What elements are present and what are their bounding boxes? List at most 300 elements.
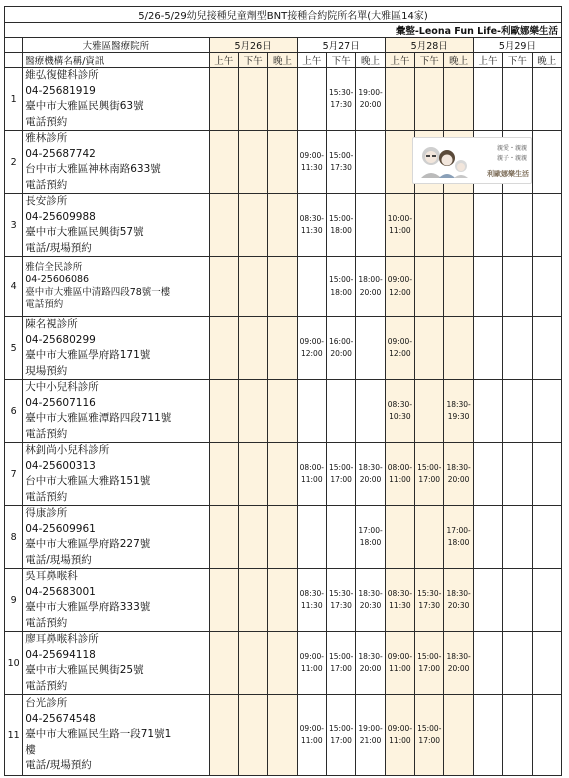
time-slot-cell <box>209 569 238 632</box>
clinic-info-line: 雅信全民診所 <box>25 261 83 273</box>
time-slot-text: 17:00 <box>418 475 441 484</box>
time-slot-cell <box>444 194 473 257</box>
clinic-info-line: 04-25681919 <box>25 84 96 97</box>
clinic-info-line: 陳名視診所 <box>25 318 78 330</box>
time-slot-cell <box>444 569 473 632</box>
time-slot-text: 18:30- <box>446 588 471 598</box>
time-slot-cell <box>503 257 532 317</box>
time-slot-cell <box>444 632 473 695</box>
clinic-info-line: 雅林診所 <box>25 132 68 144</box>
time-slot-cell <box>473 380 502 443</box>
time-slot-cell <box>473 443 502 506</box>
clinic-info-line: 04-25607116 <box>25 396 96 409</box>
time-slot-text: 09:00- <box>387 723 413 733</box>
clinic-row <box>5 317 562 380</box>
clinic-row <box>5 68 562 131</box>
clinic-info <box>23 68 209 131</box>
time-slot-cell <box>532 695 562 776</box>
credit-row <box>5 23 562 38</box>
time-slot-text: 11:30 <box>300 226 323 235</box>
time-slot-text: 11:30 <box>300 163 323 172</box>
time-slot-cell <box>297 131 326 194</box>
time-slot-text: 19:30 <box>447 412 470 421</box>
clinic-info-line: 臺中市大雅區雅潭路四段711號 <box>25 412 172 424</box>
time-slot-cell <box>297 194 326 257</box>
time-slot-cell <box>444 380 473 443</box>
time-slot-cell <box>268 194 297 257</box>
clinic-info-line: 電話預約 <box>25 427 68 440</box>
clinic-info-line: 台中市大雅區大雅路151號 <box>25 475 151 487</box>
clinic-row <box>5 632 562 695</box>
time-slot-cell <box>415 380 444 443</box>
clinic-info <box>23 194 209 257</box>
clinic-info-line: 臺中市大雅區學府路171號 <box>25 349 151 361</box>
time-slot-cell <box>326 131 355 194</box>
time-slot-cell <box>356 257 385 317</box>
clinic-info-line: 大中小兒科診所 <box>25 381 99 393</box>
time-slot-cell <box>444 317 473 380</box>
time-slot-cell <box>356 695 385 776</box>
time-slot-text: 12:00 <box>389 287 411 297</box>
time-slot-cell <box>326 569 355 632</box>
time-slot-cell <box>444 506 473 569</box>
time-slot-text: 17:30 <box>330 100 352 109</box>
clinic-info <box>23 632 209 695</box>
time-slot-text: 11:30 <box>300 601 323 610</box>
time-slot-text: 08:30- <box>387 399 413 409</box>
time-slot-cell <box>297 632 326 695</box>
time-slot-cell <box>238 695 267 776</box>
time-slot-cell <box>297 380 326 443</box>
row-number: 1 <box>5 68 23 131</box>
time-slot-cell <box>473 632 502 695</box>
time-slot-text: 18:00 <box>447 538 470 547</box>
time-slot-text: 18:00 <box>330 287 352 297</box>
time-slot-cell <box>532 443 562 506</box>
time-slot-cell <box>356 380 385 443</box>
time-slot-text: 18:30- <box>446 399 471 409</box>
time-slot-text: 15:00- <box>417 723 442 733</box>
time-slot-cell <box>326 317 355 380</box>
time-slot-text: 11:00 <box>389 736 411 745</box>
time-slot-text: 17:00 <box>418 664 441 673</box>
clinic-info <box>23 569 209 632</box>
time-slot-cell <box>415 569 444 632</box>
time-slot-cell <box>268 68 297 131</box>
row-number: 3 <box>5 194 23 257</box>
credit-text: 彙整-Leona Fun Life-利歐娜樂生活 <box>5 23 562 38</box>
slot-header: 上午 <box>209 53 238 68</box>
clinic-info-line: 04-25600313 <box>25 459 96 472</box>
time-slot-cell <box>326 695 355 776</box>
time-slot-text: 11:00 <box>389 475 411 484</box>
time-slot-cell <box>268 131 297 194</box>
time-slot-text: 11:00 <box>389 664 411 673</box>
clinic-info-line: 臺中市大雅區民興街57號 <box>25 226 144 238</box>
time-slot-cell <box>268 443 297 506</box>
clinic-info-line: 臺中市大雅區學府路227號 <box>25 538 151 550</box>
time-slot-cell <box>503 632 532 695</box>
time-slot-cell <box>326 380 355 443</box>
time-slot-cell <box>385 68 414 131</box>
time-slot-text: 17:30 <box>330 163 352 172</box>
row-number: 9 <box>5 569 23 632</box>
time-slot-text: 12:00 <box>389 349 411 358</box>
time-slot-cell <box>356 443 385 506</box>
time-slot-text: 08:00- <box>387 462 413 472</box>
time-slot-cell <box>444 695 473 776</box>
time-slot-cell <box>415 194 444 257</box>
clinic-info <box>23 695 209 776</box>
time-slot-cell <box>385 569 414 632</box>
clinic-info-line: 現場預約 <box>25 364 68 377</box>
time-slot-text: 09:00- <box>299 651 324 661</box>
clinic-row <box>5 695 562 776</box>
time-slot-cell <box>268 257 297 317</box>
time-slot-cell <box>356 131 385 194</box>
time-slot-cell <box>385 443 414 506</box>
sheet-title: 5/26-5/29幼兒接種兒童劑型BNT接種合約院所名單(大雅區14家) <box>5 7 562 23</box>
time-slot-cell <box>238 380 267 443</box>
time-slot-text: 10:00- <box>387 213 413 223</box>
row-number: 6 <box>5 380 23 443</box>
slot-header: 下午 <box>503 53 532 68</box>
time-slot-text: 12:00 <box>300 349 323 358</box>
row-number: 2 <box>5 131 23 194</box>
time-slot-text: 09:00- <box>299 150 324 160</box>
time-slot-cell <box>297 317 326 380</box>
clinic-info-line: 電話預約 <box>25 616 68 629</box>
clinic-info-line: 04-25609961 <box>25 522 96 535</box>
time-slot-cell <box>356 317 385 380</box>
time-slot-text: 08:30- <box>387 588 413 598</box>
clinic-row <box>5 443 562 506</box>
time-slot-text: 18:30- <box>358 588 383 598</box>
clinic-info-line: 04-25687742 <box>25 147 96 160</box>
time-slot-text: 17:30 <box>330 601 352 610</box>
time-slot-text: 15:30- <box>329 87 354 97</box>
time-slot-text: 17:00 <box>330 664 352 673</box>
time-slot-text: 17:30 <box>418 601 441 610</box>
time-slot-text: 18:00 <box>330 226 352 235</box>
slot-header: 下午 <box>326 53 355 68</box>
time-slot-cell <box>532 131 562 194</box>
time-slot-cell <box>444 68 473 131</box>
clinic-info-line: 臺中市大雅區民興街63號 <box>25 100 144 112</box>
time-slot-cell <box>209 194 238 257</box>
time-slot-text: 15:00- <box>417 462 442 472</box>
time-slot-text: 11:00 <box>389 226 411 235</box>
clinic-info-line: 04-25606086 <box>25 274 90 285</box>
overlay-caption: 親愛・親親 <box>497 145 528 152</box>
time-slot-text: 08:00- <box>299 462 324 472</box>
time-slot-cell <box>532 194 562 257</box>
time-slot-cell <box>326 68 355 131</box>
table-body <box>5 7 562 776</box>
clinic-info-line: 台光診所 <box>25 697 68 710</box>
time-slot-text: 17:00- <box>358 525 383 535</box>
time-slot-cell <box>473 194 502 257</box>
overlay-caption: 親子・親親 <box>497 155 528 162</box>
time-slot-text: 20:00 <box>359 100 382 109</box>
clinic-info <box>23 380 209 443</box>
clinic-row <box>5 380 562 443</box>
time-slot-cell <box>473 506 502 569</box>
slot-header: 晚上 <box>532 53 562 68</box>
time-slot-text: 19:00- <box>358 87 383 97</box>
time-slot-text: 11:00 <box>300 475 323 484</box>
time-slot-cell <box>356 506 385 569</box>
time-slot-cell <box>209 506 238 569</box>
time-slot-text: 18:00- <box>358 275 383 284</box>
time-slot-text: 15:00- <box>329 213 354 223</box>
time-slot-cell <box>238 68 267 131</box>
clinic-info-line: 04-25694118 <box>25 648 96 661</box>
clinic-info-line: 04-25683001 <box>25 585 96 598</box>
time-slot-cell <box>238 443 267 506</box>
time-slot-cell <box>356 68 385 131</box>
clinic-info-line: 電話/現場預約 <box>25 759 92 772</box>
time-slot-text: 18:30- <box>446 651 471 661</box>
time-slot-cell <box>532 317 562 380</box>
time-slot-text: 21:00 <box>359 736 382 745</box>
overlay-brand: 利歐娜樂生活 <box>487 170 529 178</box>
time-slot-cell <box>415 506 444 569</box>
time-slot-cell <box>385 131 414 194</box>
date-header: 5月28日 <box>385 38 473 53</box>
time-slot-text: 09:00- <box>299 723 324 733</box>
slot-header: 下午 <box>415 53 444 68</box>
time-slot-cell <box>415 317 444 380</box>
clinic-info-line: 04-25674548 <box>25 712 96 725</box>
date-header: 5月26日 <box>209 38 297 53</box>
date-header-row <box>5 38 562 53</box>
time-slot-cell <box>209 317 238 380</box>
time-slot-cell <box>326 257 355 317</box>
time-slot-cell <box>503 443 532 506</box>
time-slot-cell <box>238 317 267 380</box>
time-slot-cell <box>385 506 414 569</box>
slot-header: 上午 <box>385 53 414 68</box>
clinic-info-line: 得康診所 <box>25 507 68 519</box>
time-slot-cell <box>209 632 238 695</box>
clinic-info-line: 電話/現場預約 <box>25 553 92 566</box>
date-header: 5月29日 <box>473 38 561 53</box>
time-slot-cell <box>297 68 326 131</box>
time-slot-cell <box>385 632 414 695</box>
time-slot-cell <box>297 506 326 569</box>
time-slot-text: 15:00- <box>329 275 354 284</box>
time-slot-cell <box>503 194 532 257</box>
time-slot-cell <box>503 380 532 443</box>
time-slot-cell <box>385 257 414 317</box>
clinic-info-line: 電話預約 <box>25 178 68 191</box>
slot-header-row <box>5 53 562 68</box>
row-number: 4 <box>5 257 23 317</box>
slot-header: 上午 <box>473 53 502 68</box>
time-slot-cell <box>268 569 297 632</box>
time-slot-cell <box>385 695 414 776</box>
time-slot-cell <box>473 68 502 131</box>
clinic-info-line: 電話預約 <box>25 299 64 310</box>
time-slot-cell <box>268 380 297 443</box>
time-slot-cell <box>473 317 502 380</box>
time-slot-cell <box>415 632 444 695</box>
time-slot-text: 09:00- <box>387 651 413 661</box>
time-slot-text: 15:00- <box>329 462 354 472</box>
time-slot-cell <box>532 68 562 131</box>
time-slot-cell <box>415 695 444 776</box>
clinic-row <box>5 257 562 317</box>
time-slot-cell <box>503 68 532 131</box>
clinic-info-line: 維弘復健科診所 <box>25 69 99 81</box>
time-slot-cell <box>473 695 502 776</box>
slot-header: 下午 <box>238 53 267 68</box>
time-slot-text: 15:00- <box>417 651 442 661</box>
time-slot-cell <box>385 194 414 257</box>
time-slot-text: 18:30- <box>358 462 383 472</box>
time-slot-cell <box>268 317 297 380</box>
row-number: 10 <box>5 632 23 695</box>
time-slot-cell <box>326 632 355 695</box>
time-slot-cell <box>532 506 562 569</box>
clinic-info-line: 電話預約 <box>25 679 68 692</box>
clinic-schedule-table <box>4 6 562 776</box>
time-slot-cell <box>532 632 562 695</box>
time-slot-text: 20:00 <box>447 664 470 673</box>
time-slot-text: 09:00- <box>387 336 413 346</box>
time-slot-cell <box>238 569 267 632</box>
time-slot-cell <box>356 632 385 695</box>
time-slot-cell <box>209 68 238 131</box>
time-slot-cell <box>385 380 414 443</box>
date-header: 5月27日 <box>297 38 385 53</box>
time-slot-cell <box>444 257 473 317</box>
time-slot-cell <box>473 569 502 632</box>
time-slot-text: 19:00- <box>358 723 383 733</box>
time-slot-cell <box>297 569 326 632</box>
time-slot-text: 15:00- <box>329 723 354 733</box>
clinic-info-line: 電話預約 <box>25 115 68 128</box>
clinic-info-line: 吳耳鼻喉科 <box>25 570 78 582</box>
time-slot-text: 16:00- <box>329 336 354 346</box>
time-slot-cell <box>415 257 444 317</box>
time-slot-text: 20:30 <box>359 601 382 610</box>
clinic-info-line: 臺中市大雅區民生路一段71號1 <box>25 728 172 741</box>
time-slot-text: 17:00- <box>446 525 471 535</box>
time-slot-cell <box>503 569 532 632</box>
time-slot-text: 11:00 <box>300 736 323 745</box>
row-number: 8 <box>5 506 23 569</box>
clinic-info-line: 樓 <box>25 743 36 756</box>
time-slot-text: 20:00 <box>447 475 470 484</box>
clinic-info <box>23 506 209 569</box>
title-row <box>5 7 562 23</box>
slot-header: 晚上 <box>444 53 473 68</box>
time-slot-cell <box>209 443 238 506</box>
time-slot-cell <box>326 443 355 506</box>
time-slot-cell <box>209 257 238 317</box>
time-slot-cell <box>385 317 414 380</box>
time-slot-text: 08:30- <box>299 588 324 598</box>
time-slot-cell <box>238 131 267 194</box>
time-slot-text: 17:00 <box>330 736 352 745</box>
time-slot-text: 09:00- <box>299 336 324 346</box>
clinic-info-line: 電話/現場預約 <box>25 241 92 254</box>
blog-logo-overlay <box>412 137 532 184</box>
time-slot-text: 11:30 <box>389 601 411 610</box>
time-slot-text: 20:00 <box>359 287 382 297</box>
time-slot-cell <box>238 506 267 569</box>
clinic-info <box>23 131 209 194</box>
row-number: 7 <box>5 443 23 506</box>
time-slot-text: 15:30- <box>329 588 354 598</box>
time-slot-cell <box>297 257 326 317</box>
time-slot-text: 20:00 <box>359 475 382 484</box>
time-slot-cell <box>268 506 297 569</box>
time-slot-cell <box>503 506 532 569</box>
clinic-row <box>5 194 562 257</box>
time-slot-cell <box>473 257 502 317</box>
row-number: 11 <box>5 695 23 776</box>
time-slot-text: 20:30 <box>447 601 470 610</box>
time-slot-cell <box>209 695 238 776</box>
time-slot-cell <box>268 632 297 695</box>
time-slot-cell <box>356 194 385 257</box>
column-label: 醫療機構名稱/資訊 <box>23 53 209 68</box>
clinic-info <box>23 317 209 380</box>
clinic-info-line: 臺中市大雅區學府路333號 <box>25 601 151 613</box>
clinic-info-line: 04-25609988 <box>25 210 96 223</box>
time-slot-cell <box>238 194 267 257</box>
clinic-info-line: 臺中市大雅區民興街25號 <box>25 664 144 676</box>
time-slot-cell <box>415 68 444 131</box>
time-slot-text: 09:00- <box>387 275 413 284</box>
time-slot-cell <box>532 569 562 632</box>
time-slot-cell <box>503 317 532 380</box>
time-slot-cell <box>268 695 297 776</box>
time-slot-cell <box>532 257 562 317</box>
family-illustration-icon <box>417 142 473 180</box>
clinic-row <box>5 506 562 569</box>
time-slot-text: 18:30- <box>446 462 471 472</box>
time-slot-text: 15:00- <box>329 651 354 661</box>
time-slot-cell <box>326 506 355 569</box>
clinic-info-line: 台中市大雅區神林南路633號 <box>25 163 161 175</box>
time-slot-cell <box>326 194 355 257</box>
row-number: 5 <box>5 317 23 380</box>
district-header: 大雅區醫療院所 <box>23 38 209 53</box>
time-slot-cell <box>209 131 238 194</box>
time-slot-text: 17:00 <box>330 475 352 484</box>
time-slot-cell <box>415 443 444 506</box>
time-slot-text: 20:00 <box>330 349 352 358</box>
time-slot-text: 08:30- <box>299 213 324 223</box>
time-slot-cell <box>238 257 267 317</box>
time-slot-text: 18:30- <box>358 651 383 661</box>
time-slot-text: 10:30 <box>389 412 411 421</box>
clinic-info-line: 長安診所 <box>25 195 68 207</box>
slot-header: 晚上 <box>268 53 297 68</box>
slot-header: 晚上 <box>356 53 385 68</box>
time-slot-cell <box>503 695 532 776</box>
time-slot-text: 18:00 <box>359 538 382 547</box>
time-slot-cell <box>444 443 473 506</box>
clinic-row <box>5 569 562 632</box>
time-slot-cell <box>209 380 238 443</box>
clinic-info-line: 04-25680299 <box>25 333 96 346</box>
time-slot-text: 15:00- <box>329 150 354 160</box>
